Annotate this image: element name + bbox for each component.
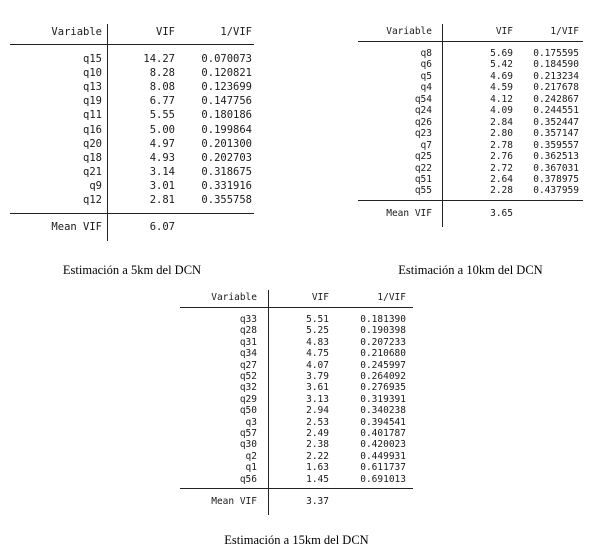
row-vif: 2.80 (490, 128, 513, 140)
row-variable: q28 (239, 325, 257, 337)
row-variable: q26 (414, 116, 432, 128)
header-variable: Variable (386, 26, 432, 37)
mean-vif-label: Mean VIF (386, 207, 432, 219)
header-variable: Variable (51, 26, 102, 38)
caption-5km: Estimación a 5km del DCN (62, 263, 202, 277)
row-vif: 2.84 (490, 116, 513, 128)
header-inverse-vif: 1/VIF (550, 26, 579, 37)
row-inverse-vif: 0.394541 (360, 416, 406, 428)
row-inverse-vif: 0.359557 (533, 139, 579, 151)
mean-vif-value: 6.07 (149, 221, 175, 234)
row-vif: 1.63 (306, 462, 329, 474)
row-inverse-vif: 0.691013 (360, 473, 406, 485)
row-inverse-vif: 0.217678 (533, 82, 579, 94)
row-variable: q10 (83, 67, 102, 80)
row-inverse-vif: 0.420023 (360, 439, 406, 451)
table-row (10, 166, 254, 180)
row-vif: 2.53 (306, 416, 329, 428)
row-inverse-vif: 0.318675 (201, 165, 252, 178)
row-vif: 2.72 (490, 162, 513, 174)
row-variable: q32 (239, 382, 257, 394)
row-variable: q9 (89, 179, 102, 192)
row-vif: 8.08 (149, 81, 175, 94)
row-inverse-vif: 0.355758 (201, 194, 252, 206)
row-inverse-vif: 0.449931 (360, 450, 406, 462)
row-inverse-vif: 0.123699 (201, 81, 252, 94)
row-variable: q8 (420, 48, 432, 59)
row-vif: 4.93 (149, 151, 175, 164)
row-variable: q11 (83, 109, 102, 122)
row-inverse-vif: 0.611737 (360, 462, 406, 474)
caption-15km: Estimación a 15km del DCN (224, 533, 369, 547)
row-vif: 14.27 (143, 53, 175, 65)
row-inverse-vif: 0.357147 (533, 128, 579, 140)
table-row (10, 180, 254, 194)
mean-vif-value: 3.37 (306, 496, 329, 507)
row-inverse-vif: 0.437959 (533, 185, 579, 197)
row-inverse-vif: 0.207233 (360, 336, 406, 348)
table-row (10, 152, 254, 166)
row-variable: q4 (420, 82, 432, 94)
row-inverse-vif: 0.264092 (360, 371, 406, 382)
row-variable: q34 (239, 348, 257, 360)
row-variable: q54 (414, 93, 432, 105)
footer-rule (180, 488, 413, 489)
header-inverse-vif: 1/VIF (377, 292, 406, 303)
table-row (10, 124, 254, 138)
row-vif: 6.77 (149, 95, 175, 108)
row-variable: q56 (239, 473, 257, 485)
table-row (10, 194, 254, 208)
row-inverse-vif: 0.070073 (201, 53, 252, 65)
row-variable: q3 (245, 416, 257, 428)
row-vif: 3.13 (306, 393, 329, 405)
row-variable: q25 (414, 151, 432, 163)
row-variable: q30 (239, 439, 257, 451)
header-row (10, 26, 254, 40)
row-variable: q51 (414, 173, 432, 185)
caption-10km: Estimación a 10km del DCN (398, 263, 543, 277)
row-inverse-vif: 0.210680 (360, 348, 406, 360)
row-vif: 5.69 (490, 48, 513, 59)
row-variable: q19 (83, 95, 102, 108)
mean-vif-label: Mean VIF (211, 496, 257, 507)
row-inverse-vif: 0.331916 (201, 179, 252, 192)
row-inverse-vif: 0.201300 (201, 137, 252, 150)
row-vif: 4.59 (490, 82, 513, 94)
row-inverse-vif: 0.319391 (360, 393, 406, 405)
row-vif: 2.81 (149, 194, 175, 206)
row-vif: 2.22 (306, 450, 329, 462)
column-separator (442, 24, 443, 227)
header-vif: VIF (495, 26, 513, 37)
row-variable: q31 (239, 336, 257, 348)
row-inverse-vif: 0.245997 (360, 359, 406, 371)
row-vif: 3.14 (149, 165, 175, 178)
row-variable: q33 (239, 314, 257, 325)
header-rule (358, 41, 583, 42)
row-variable: q5 (420, 70, 432, 82)
row-variable: q55 (414, 185, 432, 197)
row-variable: q16 (83, 123, 102, 136)
row-vif: 1.45 (306, 473, 329, 485)
row-inverse-vif: 0.181390 (360, 314, 406, 325)
row-inverse-vif: 0.244551 (533, 105, 579, 117)
row-variable: q7 (420, 139, 432, 151)
row-vif: 3.79 (306, 371, 329, 382)
row-vif: 4.97 (149, 137, 175, 150)
table-row (10, 138, 254, 152)
row-variable: q27 (239, 359, 257, 371)
row-inverse-vif: 0.147756 (201, 95, 252, 108)
row-vif: 2.49 (306, 428, 329, 439)
table-row (10, 95, 254, 109)
table-row (10, 53, 254, 67)
row-inverse-vif: 0.213234 (533, 70, 579, 82)
row-vif: 4.83 (306, 336, 329, 348)
row-inverse-vif: 0.202703 (201, 151, 252, 164)
header-vif: VIF (311, 292, 329, 303)
row-inverse-vif: 0.401787 (360, 428, 406, 439)
row-vif: 4.75 (306, 348, 329, 360)
row-vif: 2.78 (490, 139, 513, 151)
row-vif: 4.12 (490, 93, 513, 105)
row-vif: 3.61 (306, 382, 329, 394)
row-variable: q6 (420, 59, 432, 71)
row-vif: 2.64 (490, 173, 513, 185)
row-inverse-vif: 0.340238 (360, 405, 406, 417)
header-variable: Variable (211, 292, 257, 303)
table-row (10, 109, 254, 123)
header-rule (180, 307, 413, 308)
row-variable: q57 (239, 428, 257, 439)
row-variable: q1 (245, 462, 257, 474)
row-vif: 2.28 (490, 185, 513, 197)
column-separator (107, 24, 108, 241)
row-variable: q20 (83, 137, 102, 150)
row-variable: q15 (83, 53, 102, 65)
mean-vif-label: Mean VIF (51, 221, 102, 234)
row-vif: 5.51 (306, 314, 329, 325)
mean-vif-row (10, 221, 254, 235)
table-row (10, 67, 254, 81)
row-inverse-vif: 0.276935 (360, 382, 406, 394)
mean-vif-value: 3.65 (490, 207, 513, 219)
footer-rule (358, 200, 583, 201)
row-inverse-vif: 0.120821 (201, 67, 252, 80)
row-inverse-vif: 0.180186 (201, 109, 252, 122)
row-variable: q52 (239, 371, 257, 382)
row-vif: 4.07 (306, 359, 329, 371)
row-vif: 3.01 (149, 179, 175, 192)
row-variable: q12 (83, 194, 102, 206)
row-vif: 5.00 (149, 123, 175, 136)
row-variable: q22 (414, 162, 432, 174)
row-inverse-vif: 0.175595 (533, 48, 579, 59)
row-inverse-vif: 0.352447 (533, 116, 579, 128)
row-variable: q50 (239, 405, 257, 417)
row-inverse-vif: 0.367031 (533, 162, 579, 174)
table-row (10, 81, 254, 95)
header-inverse-vif: 1/VIF (220, 26, 252, 38)
row-variable: q18 (83, 151, 102, 164)
row-inverse-vif: 0.378975 (533, 173, 579, 185)
footer-rule (10, 213, 254, 214)
row-variable: q2 (245, 450, 257, 462)
row-vif: 5.42 (490, 59, 513, 71)
row-variable: q21 (83, 165, 102, 178)
row-vif: 4.69 (490, 70, 513, 82)
row-vif: 4.09 (490, 105, 513, 117)
row-inverse-vif: 0.199864 (201, 123, 252, 136)
header-vif: VIF (156, 26, 175, 38)
row-vif: 2.38 (306, 439, 329, 451)
row-variable: q23 (414, 128, 432, 140)
row-inverse-vif: 0.190398 (360, 325, 406, 337)
row-variable: q24 (414, 105, 432, 117)
row-vif: 2.76 (490, 151, 513, 163)
row-inverse-vif: 0.184590 (533, 59, 579, 71)
column-separator (268, 290, 269, 515)
row-variable: q29 (239, 393, 257, 405)
header-rule (10, 44, 254, 45)
row-inverse-vif: 0.362513 (533, 151, 579, 163)
row-variable: q13 (83, 81, 102, 94)
row-vif: 5.55 (149, 109, 175, 122)
row-vif: 5.25 (306, 325, 329, 337)
row-vif: 2.94 (306, 405, 329, 417)
row-inverse-vif: 0.242867 (533, 93, 579, 105)
row-vif: 8.28 (149, 67, 175, 80)
